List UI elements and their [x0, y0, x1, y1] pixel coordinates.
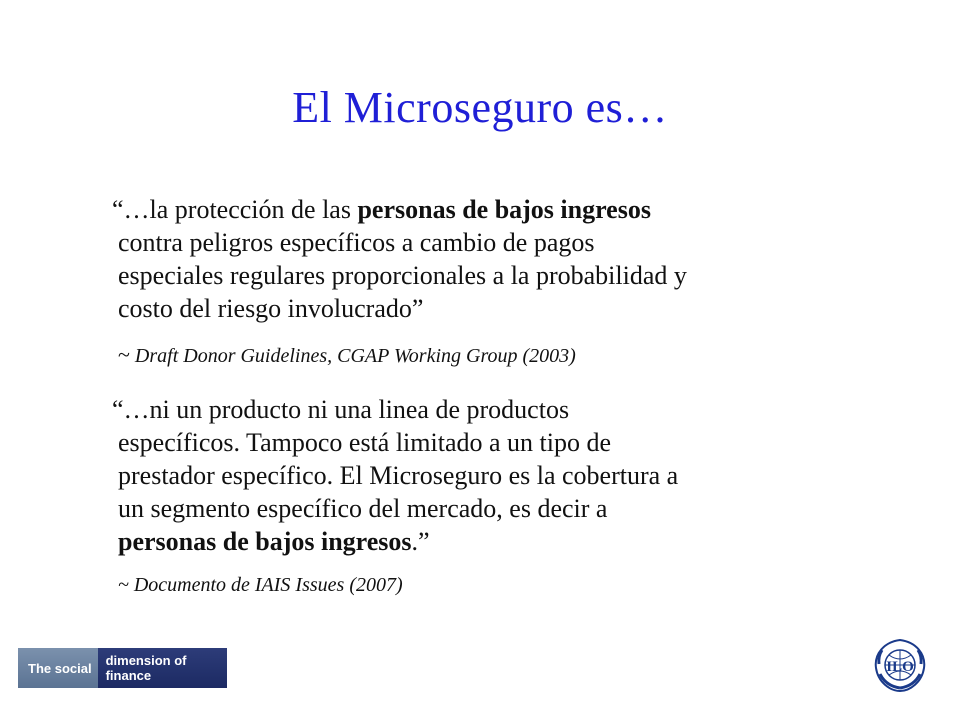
quote-iais — [112, 393, 838, 558]
quote-iais-line3: prestador específico. El Microseguro es la cobertura a — [118, 461, 679, 490]
citation-cgap-text: Draft Donor Guidelines, CGAP Working Group (2003) — [129, 345, 576, 367]
ilo-letters: ILO — [886, 659, 914, 675]
logo-part-b: dimension of finance — [98, 648, 227, 688]
quote-cgap-line4: costo del riesgo involucrado” — [118, 294, 424, 323]
citation-iais: ~ Documento de IAIS Issues (2007) — [118, 574, 403, 596]
quote-iais-end: .” — [411, 527, 430, 556]
quote-iais-emphasis: personas de bajos ingresos — [118, 527, 412, 556]
quote-iais-line5 — [118, 525, 838, 558]
quote-cgap-line2: contra peligros específicos a cambio de pagos — [118, 228, 595, 257]
quote-cgap — [112, 193, 838, 325]
slide-title: El Microseguro es… — [292, 83, 668, 132]
quote-iais-line4: un segmento específico del mercado, es decir a — [118, 494, 608, 523]
logo-part-a: The social — [18, 648, 98, 688]
quote-iais-line1: “…ni un producto ni una linea de productos — [112, 395, 570, 424]
ilo-emblem-icon — [870, 636, 930, 694]
citation-tilde: ~ — [118, 342, 130, 367]
citation-cgap — [118, 342, 576, 368]
quote-cgap-emphasis: personas de bajos ingresos — [357, 195, 651, 224]
quote-iais-line2: específicos. Tampoco está limitado a un tipo de — [118, 428, 612, 457]
social-finance-logo — [18, 648, 227, 688]
quote-cgap-line1 — [112, 193, 838, 226]
quote-cgap-line3: especiales regulares proporcionales a la probabilidad y — [118, 261, 687, 290]
quote-cgap-open: “…la protección de las — [112, 195, 358, 224]
